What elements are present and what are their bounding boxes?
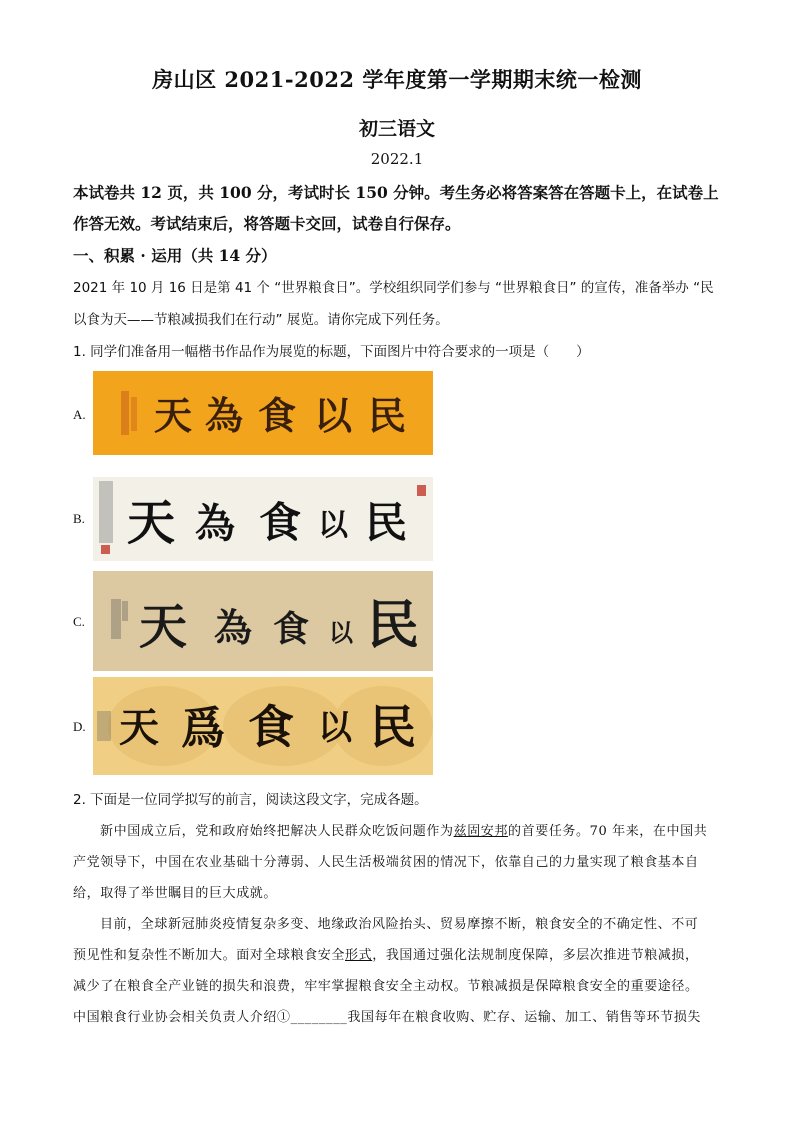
preface-p1-line-1 [100, 820, 750, 839]
preface-p1-line-3: 给，取得了举世瞩目的巨大成就。 [73, 886, 278, 901]
instructions-line-1: 本试卷共 12 页，共 100 分，考试时长 150 分钟。考生务必将答案答在答题卡上，在试卷上 [73, 183, 719, 202]
option-a-char-5: 民 [367, 393, 407, 438]
question-2-stem: 2. 下面是一位同学拟写的前言，阅读这段文字，完成各题。 [73, 792, 428, 808]
option-d-char-4: 以 [318, 708, 352, 748]
option-d-char-5: 民 [370, 700, 416, 754]
option-a-char-4: 以 [313, 393, 353, 438]
underlined-phrase-2: 形式 [345, 948, 373, 963]
option-b-calligraphy[interactable] [93, 477, 433, 561]
option-c-char-5: 民 [366, 595, 420, 656]
option-a-calligraphy[interactable] [93, 371, 433, 455]
option-d-calligraphy[interactable] [93, 677, 433, 775]
preface-p2-line-2-a: 预见性和复杂性不断加大。面对全球粮食安全 [73, 948, 346, 963]
option-b-signature [99, 481, 113, 543]
preface-p2-line-4 [73, 1006, 723, 1025]
option-c-calligraphy[interactable] [93, 571, 433, 671]
option-b-char-4: 以 [318, 508, 348, 543]
option-c-char-3: 食 [272, 608, 310, 650]
option-a-char-2: 為 [204, 393, 244, 438]
option-c-seal [122, 601, 128, 621]
option-b-char-2: 為 [195, 500, 235, 547]
option-d-banner [93, 677, 433, 775]
option-d-char-1: 天 [119, 704, 159, 751]
option-a-char-1: 天 [153, 393, 193, 438]
option-a-char-3: 食 [257, 393, 297, 438]
option-b-char-1: 天 [126, 495, 176, 551]
option-c-char-4: 以 [329, 618, 353, 647]
preface-p1-line-2: 产党领导下，中国在农业基础十分薄弱、人民生活极端贫困的情况下，依靠自己的力量实现了粮食基本自 [73, 855, 699, 870]
option-b-label[interactable]: B. [73, 511, 85, 526]
option-a-seal [131, 397, 137, 431]
option-d-signature [97, 711, 111, 741]
underlined-phrase-1: 兹固安邦 [453, 824, 509, 839]
option-c-signature [111, 599, 121, 639]
preface-p2-line-4-b: 我国每年在粮食收购、贮存、运输、加工、销售等环节损失 [347, 1010, 702, 1025]
option-a-signature [121, 391, 129, 435]
option-b-seal-right [417, 485, 426, 496]
option-a-label[interactable]: A. [73, 407, 86, 422]
option-b-seal-left [101, 545, 110, 554]
preface-p1-line-1-a: 新中国成立后，党和政府始终把解决人民群众吃饭问题作为 [100, 824, 454, 839]
section-heading: 一、积累 · 运用（共 14 分） [73, 246, 277, 265]
option-a-banner [93, 371, 433, 455]
preface-p2-line-2-b: ，我国通过强化法规制度保障，多层次推进节粮减损， [372, 948, 699, 963]
option-b-banner [93, 477, 433, 561]
option-d-char-3: 食 [248, 700, 294, 754]
intro-line-1: 2021 年 10 月 16 日是第 41 个 “世界粮食日”。学校组织同学们参与 “世界粮食日” 的宣传，准备举办 “民 [73, 280, 714, 296]
option-b-char-5: 民 [364, 498, 408, 547]
intro-line-2: 以食为天——节粮减损我们在行动” 展览。请你完成下列任务。 [73, 312, 449, 328]
preface-p2-line-3: 减少了在粮食全产业链的损失和浪费，牢牢掌握粮食安全主动权。节粮减损是保障粮食安全的重要途径。 [73, 979, 699, 994]
answer-blank-1[interactable]: ________ [290, 1010, 348, 1025]
preface-p2-line-4-a: 中国粮食行业协会相关负责人介绍① [73, 1010, 291, 1025]
exam-title: 房山区 2021-2022 学年度第一学期期末统一检测 [152, 67, 642, 92]
preface-p2-line-2 [73, 944, 723, 963]
exam-subject: 初三语文 [358, 118, 435, 140]
option-c-char-1: 天 [138, 599, 188, 655]
option-c-label[interactable]: C. [73, 614, 85, 629]
question-1-stem: 1. 同学们准备用一幅楷书作品作为展览的标题，下面图片中符合要求的一项是（ ） [73, 344, 590, 360]
instructions-line-2: 作答无效。考试结束后，将答题卡交回，试卷自行保存。 [73, 214, 461, 233]
option-c-char-2: 為 [213, 605, 253, 650]
preface-p2-line-1: 目前，全球新冠肺炎疫情复杂多变、地缘政治风险抬头、贸易摩擦不断，粮食安全的不确定性、不可 [100, 917, 699, 932]
option-d-label[interactable]: D. [73, 719, 86, 734]
option-d-char-2: 爲 [181, 703, 225, 754]
option-b-char-3: 食 [258, 498, 302, 547]
preface-p1-line-1-b: 的首要任务。70 年来，在中国共 [508, 824, 708, 839]
exam-date: 2022.1 [370, 150, 424, 168]
option-c-banner [93, 571, 433, 671]
